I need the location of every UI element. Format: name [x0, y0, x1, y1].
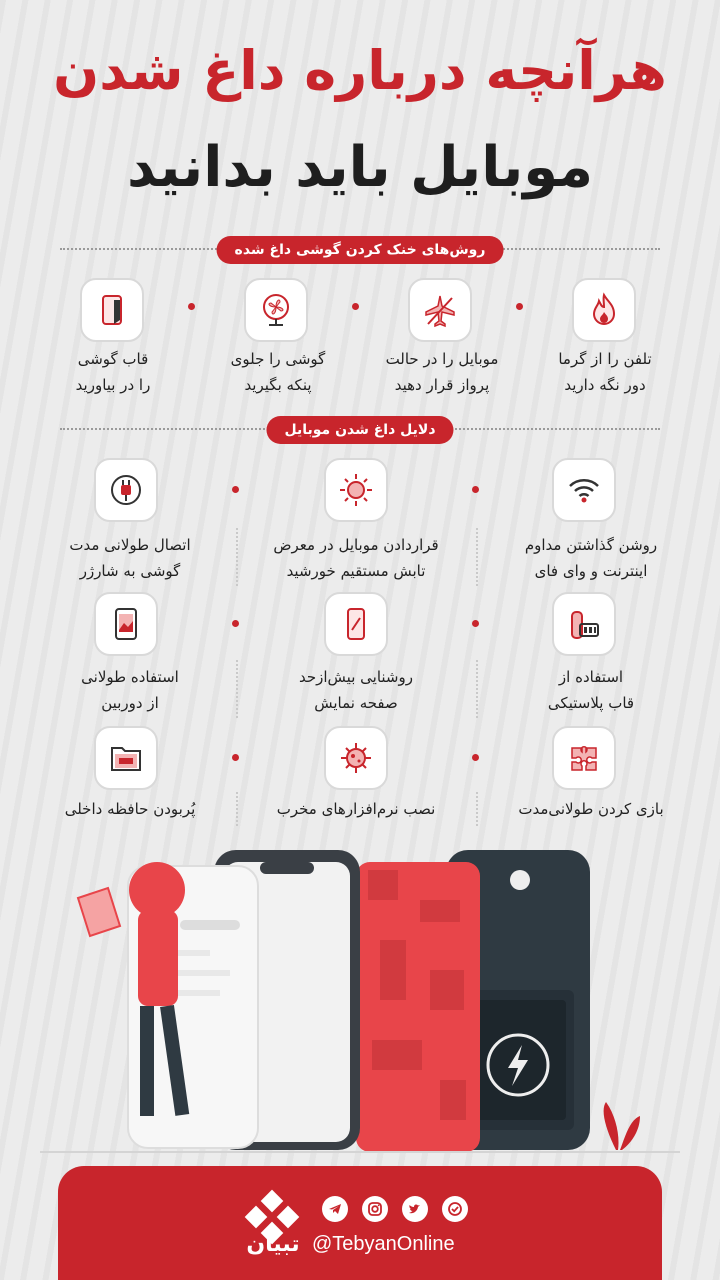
fan-icon: [244, 278, 308, 342]
puzzle-icon: [552, 726, 616, 790]
separator-dot: [516, 303, 523, 310]
social-handle[interactable]: @TebyanOnline: [312, 1233, 455, 1255]
instagram-icon[interactable]: [362, 1196, 388, 1222]
cause-item-8-text: نصب نرم‌افزارهای مخرب: [276, 800, 436, 818]
virus-icon: [324, 726, 388, 790]
separator-dot: [232, 486, 239, 493]
wifi-icon: [552, 458, 616, 522]
cooling-item-2-text: موبایل را در حالت پرواز قرار دهید: [385, 350, 499, 394]
separator-dot: [232, 754, 239, 761]
title-line-2: موبایل باید بدانید: [126, 135, 594, 200]
folder-icon: [94, 726, 158, 790]
cooling-item-1-text: تلفن را از گرما دور نگه دارید: [558, 350, 652, 394]
title-line-1: هرآنچه درباره داغ شدن: [53, 39, 667, 102]
separator-dot: [472, 620, 479, 627]
charging-plug-icon: [94, 458, 158, 522]
column-divider: [476, 528, 478, 586]
sun-icon: [324, 458, 388, 522]
separator-dot: [472, 754, 479, 761]
phone-case-icon: [80, 278, 144, 342]
causes-section-label: دلایل داغ شدن موبایل: [266, 416, 453, 444]
airplane-icon: [408, 278, 472, 342]
column-divider: [236, 792, 238, 826]
cooling-section-label: روش‌های خنک کردن گوشی داغ شده: [217, 236, 504, 264]
cause-item-9-text: پُربودن حافظه داخلی: [64, 800, 196, 818]
fire-icon: [572, 278, 636, 342]
camera-phone-icon: [94, 592, 158, 656]
brand-name: تبیان: [246, 1232, 300, 1257]
cause-item-6-text: استفاده طولانی از دوربین: [81, 668, 179, 712]
cooling-item-3-text: گوشی را جلوی پنکه بگیرید: [230, 350, 326, 394]
separator-dot: [232, 620, 239, 627]
column-divider: [236, 660, 238, 718]
check-icon[interactable]: [442, 1196, 468, 1222]
column-divider: [236, 528, 238, 586]
cause-item-3-text: اتصال طولانی مدت گوشی به شارژر: [69, 536, 191, 580]
cause-item-7-text: بازی کردن طولانی‌مدت: [518, 800, 664, 818]
cause-item-2-text: قراردادن موبایل در معرض تابش مستقیم خورشید: [273, 536, 439, 580]
twitter-icon[interactable]: [402, 1196, 428, 1222]
cause-item-4-text: استفاده از قاب پلاستیکی: [547, 668, 635, 712]
cause-item-1-text: روشن گذاشتن مداوم اینترنت و وای فای: [524, 536, 658, 580]
cause-item-5-text: روشنایی بیش‌ازحد صفحه نمایش: [299, 668, 413, 712]
plastic-case-icon: [552, 592, 616, 656]
separator-dot: [188, 303, 195, 310]
phones-illustration: [0, 840, 720, 1160]
footer-bar: [58, 1166, 662, 1280]
separator-dot: [352, 303, 359, 310]
column-divider: [476, 660, 478, 718]
brightness-phone-icon: [324, 592, 388, 656]
cooling-item-4-text: قاب گوشی را در بیاورید: [75, 350, 151, 394]
separator-dot: [472, 486, 479, 493]
telegram-icon[interactable]: [322, 1196, 348, 1222]
column-divider: [476, 792, 478, 826]
